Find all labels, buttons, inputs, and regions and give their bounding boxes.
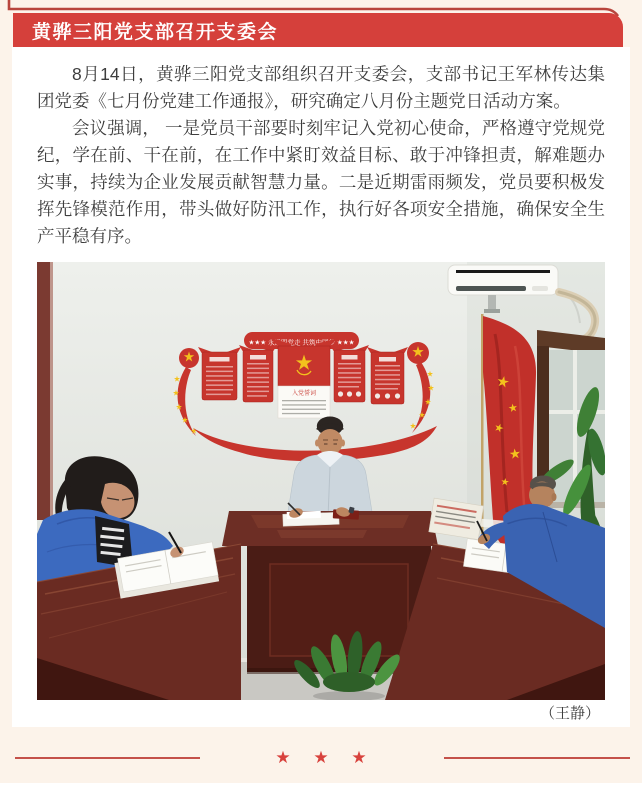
divider-line-right	[444, 757, 630, 759]
article-header	[13, 13, 623, 47]
plaque-2	[239, 345, 277, 402]
meeting-photo	[37, 262, 605, 700]
party-wall-banner-text: ★★★ 永远跟党走 共筑中国梦 ★★★	[248, 339, 354, 347]
oath-panel	[270, 338, 338, 418]
article-title: 黄骅三阳党支部召开支委会	[32, 21, 279, 43]
oath-panel-title: 入党誓词	[292, 391, 317, 397]
plaque-1	[198, 347, 241, 400]
photo-credit: （王静）	[539, 705, 600, 722]
paragraph-2: 会议强调， 一是党员干部要时刻牢记入党初心使命，严格遵守党规党纪，学在前、干在前，在工作中紧盯效益目标、敢于冲锋担责，解难题办实事，持续为企业发展贡献智慧力量。二是近期雷雨频发，党员要积极发挥先锋模范作用，带头做好防汛工作，执行好各项安全措施，确保安全生产平稳有序。	[37, 118, 605, 246]
plaque-3	[330, 345, 369, 402]
paragraph-1: 8月14日，黄骅三阳党支部组织召开支委会，支部书记王军林传达集团党委《七月份党建工作通报》，研究确定八月份主题党日活动方案。	[37, 64, 605, 111]
footer-divider	[0, 747, 642, 769]
content-card	[12, 47, 630, 727]
meeting-photo-scene	[37, 262, 605, 700]
door-frame	[37, 262, 53, 520]
divider-stars: ★ ★ ★	[275, 748, 376, 767]
plaque-4	[367, 347, 408, 404]
article-body	[37, 61, 605, 259]
